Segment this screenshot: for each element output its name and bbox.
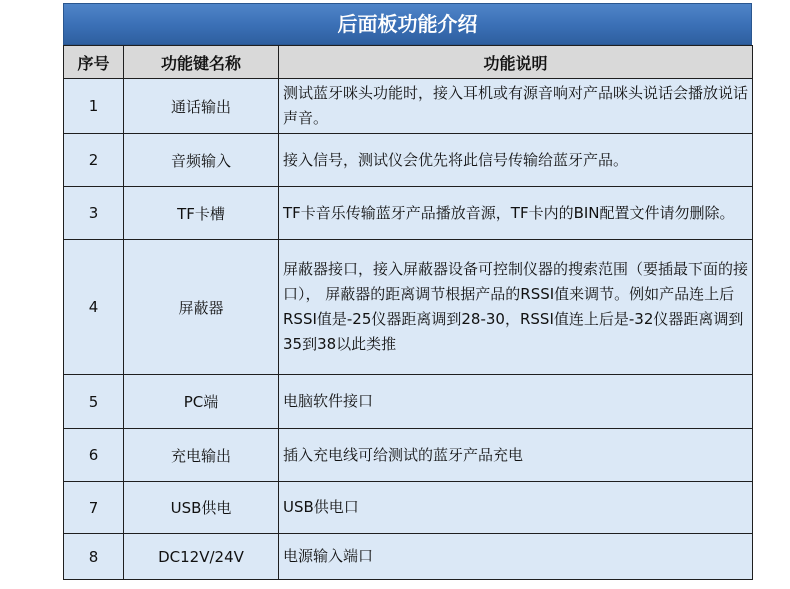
header-description: 功能说明: [279, 46, 753, 79]
table-row: [64, 187, 753, 240]
row-name: PC端: [124, 375, 279, 429]
row-name: DC12V/24V: [124, 534, 279, 580]
table-row: [64, 429, 753, 482]
row-name: 屏蔽器: [124, 240, 279, 375]
row-description: TF卡音乐传输蓝牙产品播放音源，TF卡内的BIN配置文件请勿删除。: [279, 187, 753, 240]
table-row: [64, 134, 753, 187]
row-name: USB供电: [124, 482, 279, 534]
table-row: [64, 240, 753, 375]
row-number: 1: [64, 79, 124, 134]
table-row: [64, 482, 753, 534]
row-number: 5: [64, 375, 124, 429]
header-row: [64, 46, 753, 79]
row-number: 2: [64, 134, 124, 187]
row-description: 接入信号，测试仪会优先将此信号传输给蓝牙产品。: [279, 134, 753, 187]
row-number: 8: [64, 534, 124, 580]
row-name: 通话输出: [124, 79, 279, 134]
table-title: 后面板功能介绍: [63, 3, 752, 45]
row-description: USB供电口: [279, 482, 753, 534]
row-number: 3: [64, 187, 124, 240]
row-name: 音频输入: [124, 134, 279, 187]
row-name: 充电输出: [124, 429, 279, 482]
table-row: [64, 534, 753, 580]
function-table: [63, 45, 753, 580]
row-description: 电脑软件接口: [279, 375, 753, 429]
table-row: [64, 79, 753, 134]
row-description: 插入充电线可给测试的蓝牙产品充电: [279, 429, 753, 482]
row-description: 电源输入端口: [279, 534, 753, 580]
row-name: TF卡槽: [124, 187, 279, 240]
header-number: 序号: [64, 46, 124, 79]
row-number: 4: [64, 240, 124, 375]
row-description: 屏蔽器接口，接入屏蔽器设备可控制仪器的搜索范围（要插最下面的接口）， 屏蔽器的距离调节根据产品的RSSI值来调节。例如产品连上后RSSI值是-25仪器距离调到28-30，RSSI值连上后是-32仪器距离调到35到38以此类推: [279, 240, 753, 375]
row-number: 7: [64, 482, 124, 534]
row-description: 测试蓝牙咪头功能时，接入耳机或有源音响对产品咪头说话会播放说话声音。: [279, 79, 753, 134]
header-key-name: 功能键名称: [124, 46, 279, 79]
table-row: [64, 375, 753, 429]
row-number: 6: [64, 429, 124, 482]
back-panel-table-panel: [63, 3, 752, 580]
